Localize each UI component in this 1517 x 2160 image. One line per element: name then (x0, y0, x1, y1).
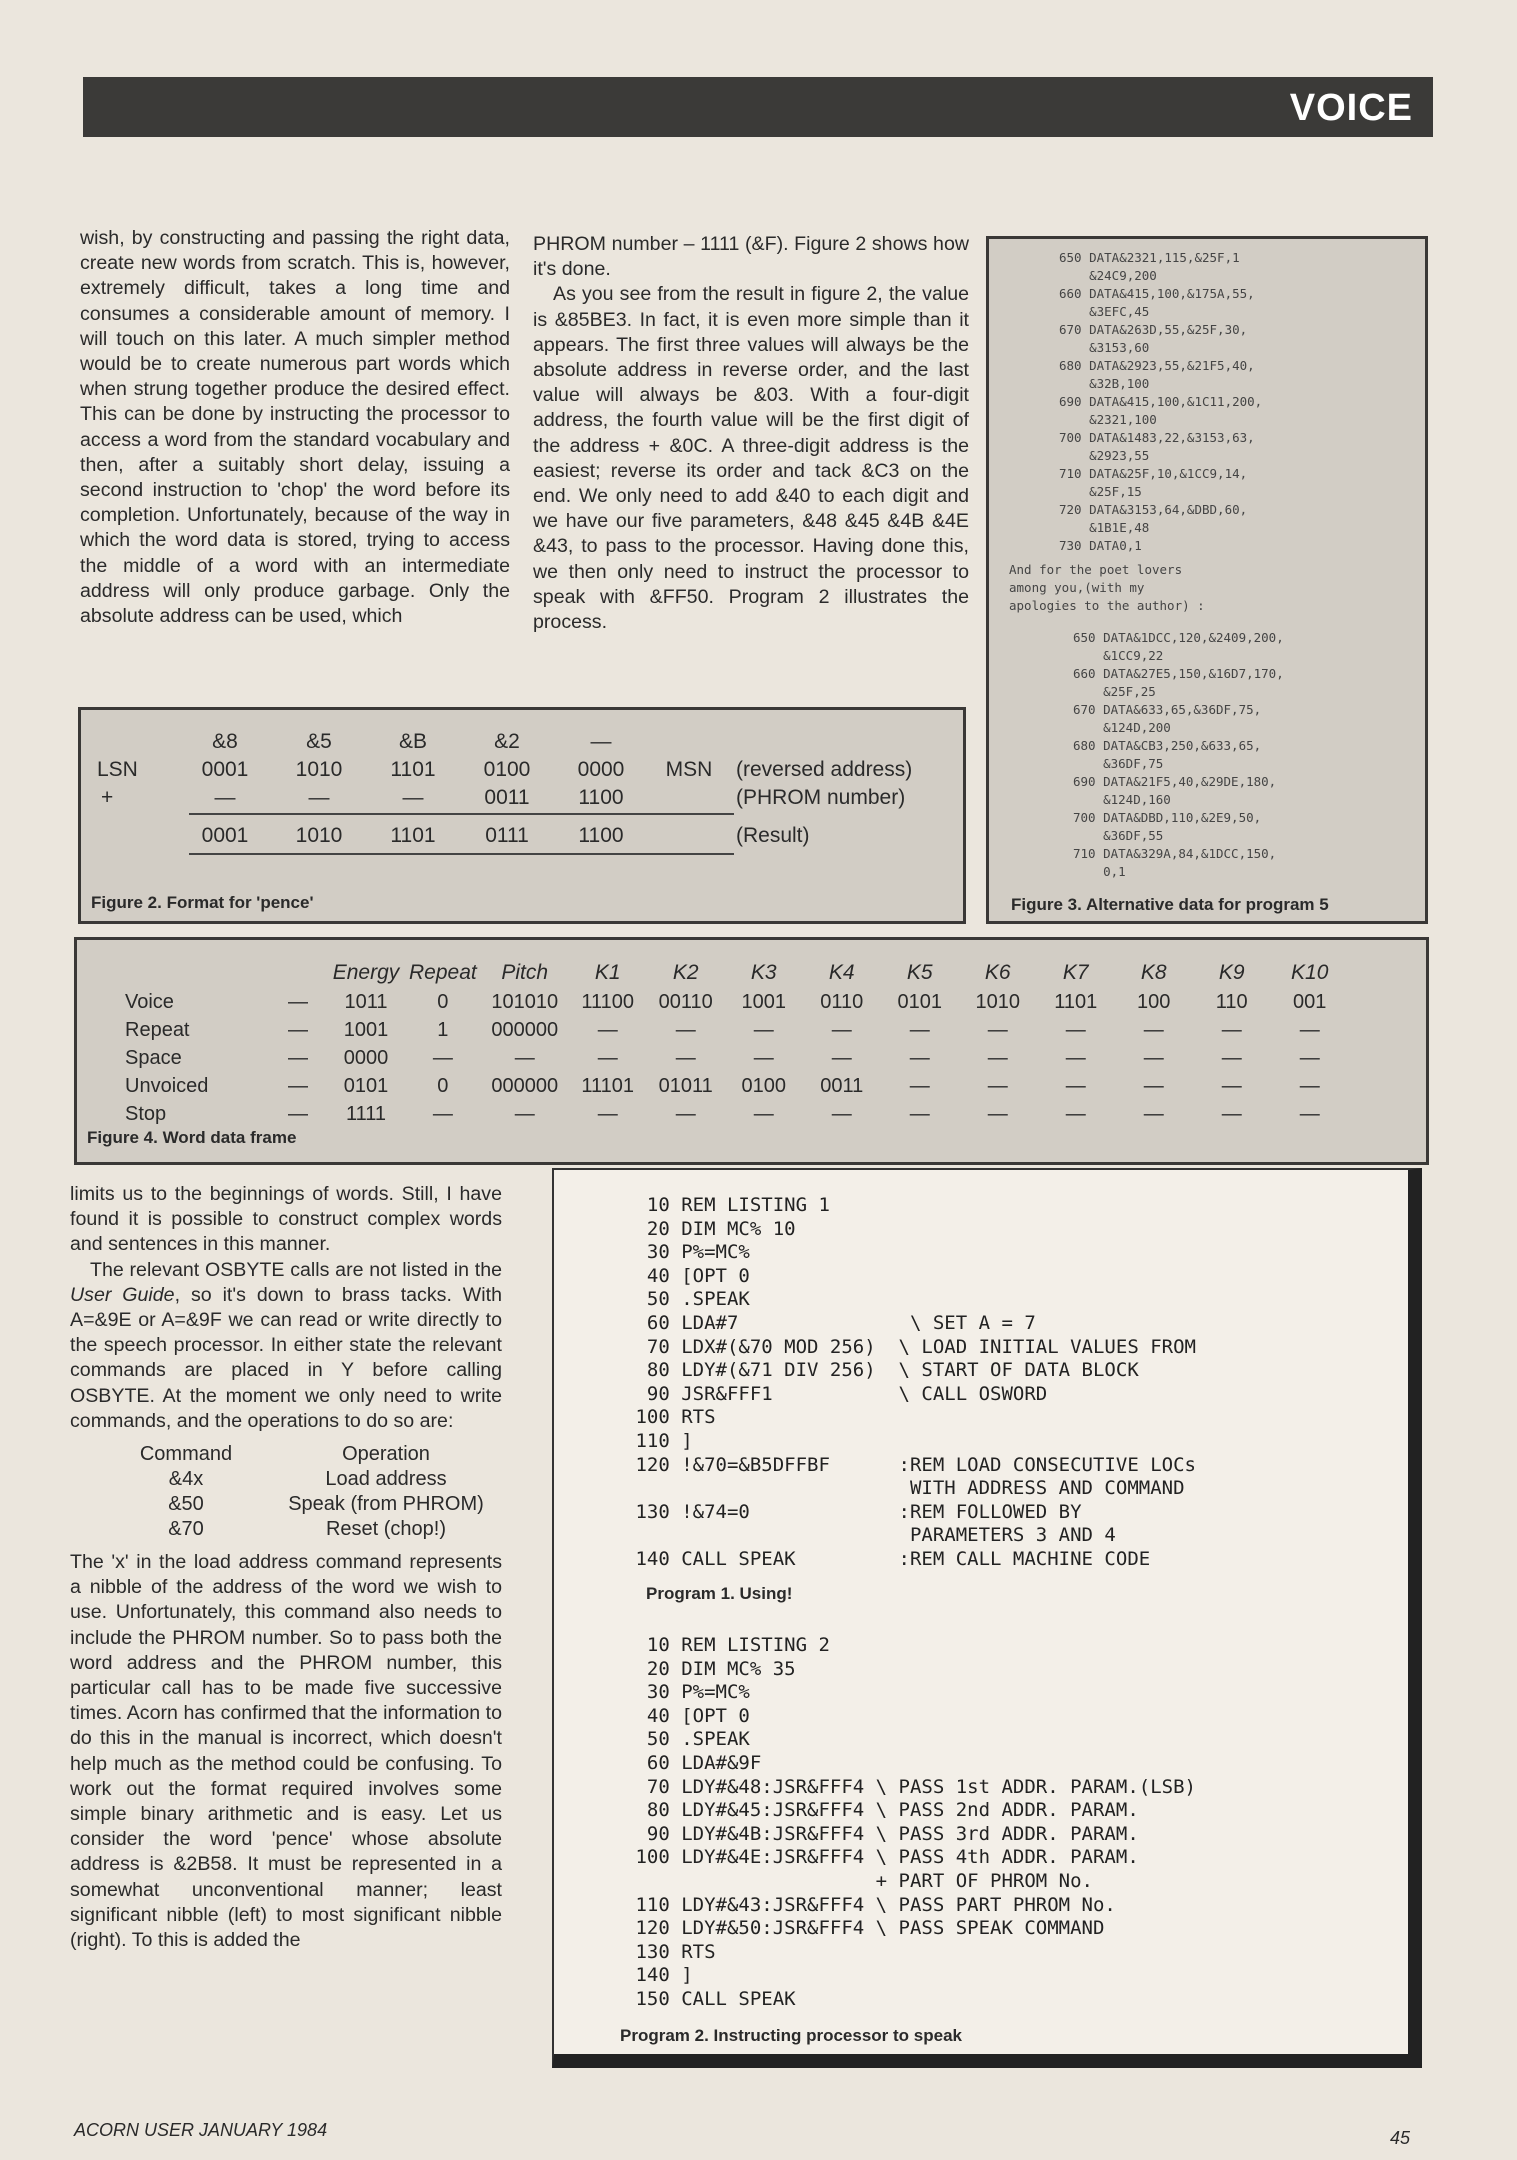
cell: — (1143, 1074, 1164, 1097)
code-line: 710 DATA&329A,84,&1DCC,150, (1073, 846, 1277, 861)
cell: 1001 (741, 990, 786, 1013)
bits: 1101 (390, 824, 436, 847)
table-row (121, 1072, 1349, 1100)
cell: 000000 (491, 1018, 559, 1041)
cell: — (514, 1046, 535, 1069)
column2-top-text (533, 232, 969, 635)
code-line: 690 DATA&415,100,&1C11,200, (1059, 394, 1263, 409)
section-title: VOICE (1289, 87, 1413, 129)
code-line: &1B1E,48 (1059, 520, 1150, 535)
cell: — (1299, 1074, 1320, 1097)
cell: 11100 (581, 990, 635, 1013)
cell: — (909, 1018, 930, 1041)
ops-header: Operation (342, 1443, 430, 1466)
code-line: &3EFC,45 (1059, 304, 1150, 319)
sum-rule (189, 813, 734, 815)
bits: — (214, 786, 236, 809)
code-line: 20 DIM MC% 35 (624, 1657, 796, 1680)
code-line: 680 DATA&2923,55,&21F5,40, (1059, 358, 1255, 373)
dash: — (288, 1074, 308, 1097)
code-line: 690 DATA&21F5,40,&29DE,180, (1073, 774, 1277, 789)
column1-top-text (80, 226, 510, 629)
col-header: K8 (1140, 961, 1167, 984)
hex-digit: &8 (212, 730, 238, 753)
code-line: &24C9,200 (1059, 268, 1157, 283)
result-rule (189, 853, 734, 855)
paragraph: The 'x' in the load address command represents a nibble of the address of the word we wish to use. Unfortunately, this command also needs to include the PHROM number. So to pass both the word address and the PHROM number, this particular call has to be made five successive times. Acorn has confirmed that the information to do this in the manual is incorrect, which doesn't help much as the method could be confusing. To work out the format required involves some simple binary arithmetic and is easy. Let us consider the word 'pence' whose absolute address is &2B58. It must be represented in a somewhat unconventional manner; least significant nibble (left) to most significant nibble (right). To this is added the (70, 1551, 502, 1952)
code-line: 130 !&74=0 :REM FOLLOWED BY (624, 1500, 1082, 1523)
bits: 1010 (295, 824, 343, 847)
code-line: &124D,160 (1073, 792, 1171, 807)
col-header: K7 (1062, 961, 1089, 984)
bits: 1101 (390, 758, 436, 781)
operations-table (106, 1442, 502, 1542)
note-line: And for the poet lovers (1009, 562, 1183, 577)
figure-4-caption: Figure 4. Word data frame (87, 1128, 297, 1147)
col-header: K4 (828, 961, 855, 984)
code-line: 80 LDY#&45:JSR&FFF4 \ PASS 2nd ADDR. PARAM. (624, 1799, 1139, 1822)
cell: 000000 (491, 1074, 559, 1097)
cell: — (1065, 1046, 1086, 1069)
cell: 0100 (741, 1074, 786, 1097)
code-line: + PART OF PHROM No. (624, 1869, 1093, 1892)
ops-cmd: &50 (168, 1493, 204, 1516)
code-line: 10 REM LISTING 1 (624, 1194, 830, 1216)
cell: — (1143, 1046, 1164, 1069)
cell: 0101 (343, 1074, 389, 1097)
row-label: Voice (125, 990, 174, 1013)
emphasis: User Guide (70, 1283, 175, 1306)
paragraph: limits us to the beginnings of words. Still, I have found it is possible to construct complex words and sentences in this manner. (70, 1183, 502, 1256)
code-line: PARAMETERS 3 AND 4 (624, 1524, 1116, 1547)
code-line: 140 ] (624, 1964, 693, 1987)
code-line: 670 DATA&633,65,&36DF,75, (1073, 702, 1262, 717)
cell: — (597, 1018, 618, 1041)
bits: — (308, 786, 330, 809)
code-line: 30 P%=MC% (624, 1681, 750, 1704)
bits: 0100 (483, 758, 531, 781)
cell: — (909, 1074, 930, 1097)
code-line: 50 .SPEAK (624, 1728, 750, 1751)
table-row (121, 1100, 1349, 1128)
table-row (121, 1016, 1349, 1044)
cell: — (1065, 1018, 1086, 1041)
code-line: 140 CALL SPEAK :REM CALL MACHINE CODE (624, 1547, 1151, 1570)
bits: 0011 (484, 786, 530, 809)
ops-header: Command (139, 1443, 233, 1466)
cell: 0011 (820, 1074, 864, 1097)
table-row (121, 988, 1349, 1016)
figure-3-block1 (1059, 249, 1262, 555)
cell: 0 (437, 990, 449, 1013)
msn-label: MSN (665, 758, 713, 781)
code-line: 20 DIM MC% 10 (624, 1217, 796, 1240)
cell: — (831, 1018, 852, 1041)
hex-digit: &2 (494, 730, 520, 753)
code-line: 120 LDY#&50:JSR&FFF4 \ PASS SPEAK COMMAND (624, 1917, 1105, 1940)
code-line: 650 DATA&1DCC,120,&2409,200, (1073, 630, 1284, 645)
cell: 0 (437, 1074, 449, 1097)
cell: — (675, 1018, 696, 1041)
code-line: &25F,25 (1073, 684, 1156, 699)
cell: — (1221, 1102, 1242, 1125)
cell: — (432, 1102, 453, 1125)
figure-2-table (91, 728, 918, 850)
cell: 110 (1215, 990, 1248, 1013)
bits: — (402, 786, 424, 809)
col-header: Pitch (501, 961, 549, 984)
paragraph (70, 1258, 502, 1434)
code-line: 670 DATA&263D,55,&25F,30, (1059, 322, 1248, 337)
code-line: 50 .SPEAK (624, 1288, 750, 1311)
cell: 0110 (820, 990, 864, 1013)
code-line: &32B,100 (1059, 376, 1150, 391)
code-line: 60 LDA#&9F (624, 1751, 762, 1774)
cell: 100 (1137, 990, 1171, 1013)
table-row (121, 1044, 1349, 1072)
cell: — (987, 1018, 1008, 1041)
code-line: 710 DATA&25F,10,&1CC9,14, (1059, 466, 1248, 481)
cell: — (1143, 1018, 1164, 1041)
code-line: &3153,60 (1059, 340, 1150, 355)
cell: — (1299, 1046, 1320, 1069)
code-line: 60 LDA#7 \ SET A = 7 (624, 1311, 1036, 1334)
code-line: 650 DATA&2321,115,&25F,1 (1059, 250, 1240, 265)
program-2-listing (624, 1634, 1196, 2012)
code-line: 90 LDY#&4B:JSR&FFF4 \ PASS 3rd ADDR. PARAM. (624, 1822, 1139, 1845)
bits: 0111 (485, 824, 529, 847)
cell: — (1221, 1018, 1242, 1041)
cell: — (987, 1102, 1008, 1125)
code-line: 100 LDY#&4E:JSR&FFF4 \ PASS 4th ADDR. PARAM. (624, 1846, 1139, 1869)
code-line: 70 LDY#&48:JSR&FFF4 \ PASS 1st ADDR. PARAM.(LSB) (624, 1775, 1196, 1798)
cell: — (675, 1102, 696, 1125)
code-line: 680 DATA&CB3,250,&633,65, (1073, 738, 1262, 753)
dash: — (288, 1102, 308, 1125)
code-line: 70 LDX#(&70 MOD 256) \ LOAD INITIAL VALUES FROM (624, 1335, 1196, 1358)
col-header: K1 (594, 961, 621, 984)
cell: — (1221, 1074, 1242, 1097)
row-label: Unvoiced (125, 1074, 209, 1097)
paragraph: wish, by constructing and passing the right data, create new words from scratch. This is, however, extremely difficult, takes a long time and consumes a considerable amount of memory. I will touch on this later. A much simpler method would be to create numerous part words which when strung together produce the desired effect. This can be done by instructing the processor to access a word from the standard vocabulary and then, after a suitably short delay, issuing a second instruction to 'chop' the word before its completion. Unfortunately, because of the way in which the word data is stored, trying to access the middle of a word with an intermediate address will only produce garbage. Only the absolute address can be used, which (80, 227, 510, 628)
figure-2 (78, 707, 966, 924)
figure-4 (74, 937, 1429, 1165)
ops-cmd: &4x (168, 1468, 204, 1491)
code-line: 660 DATA&415,100,&175A,55, (1059, 286, 1255, 301)
cell: — (1299, 1018, 1320, 1041)
cell: — (1065, 1074, 1086, 1097)
bits: 0001 (201, 758, 249, 781)
program-2-caption: Program 2. Instructing processor to speak (620, 2026, 962, 2045)
code-line: &2321,100 (1059, 412, 1157, 427)
text-run: , so it's down to brass tacks. With A=&9E or A=&9F we can read or write directly to the speech processor. In either state the relevant commands are placed in Y before calling OSBYTE. At the moment we only need to write commands, and the operations to do so are: (70, 1283, 502, 1432)
paragraph: PHROM number – 1111 (&F). Figure 2 shows how it's done. (533, 233, 969, 281)
cell: 001 (1293, 990, 1327, 1013)
cell: — (514, 1102, 535, 1125)
code-line: 720 DATA&3153,64,&DBD,60, (1059, 502, 1248, 517)
cell: 1011 (344, 990, 388, 1013)
cell: — (597, 1102, 618, 1125)
col-header: K10 (1291, 961, 1329, 984)
bits: 1100 (578, 824, 624, 847)
dash: — (288, 1018, 308, 1041)
program-1-caption: Program 1. Using! (646, 1584, 793, 1603)
code-line: 150 CALL SPEAK (624, 1987, 796, 2010)
note-line: among you,(with my (1009, 580, 1145, 595)
section-banner (83, 77, 1433, 137)
hex-digit: &5 (306, 730, 332, 753)
code-line: 120 !&70=&B5DFFBF :REM LOAD CONSECUTIVE LOCs (624, 1453, 1196, 1476)
row-label: Space (125, 1046, 182, 1069)
code-line: 700 DATA&1483,22,&3153,63, (1059, 430, 1255, 445)
dash: — (288, 990, 308, 1013)
col-header: Repeat (409, 961, 477, 984)
code-line: &124D,200 (1073, 720, 1171, 735)
col-header: Energy (332, 961, 400, 984)
cell: — (432, 1046, 453, 1069)
ops-op: Speak (from PHROM) (288, 1493, 484, 1516)
ops-op: Reset (chop!) (325, 1518, 447, 1541)
bits: 0000 (577, 758, 625, 781)
code-line: 130 RTS (624, 1940, 716, 1963)
footer-publication: ACORN USER JANUARY 1984 (74, 2120, 328, 2140)
cell: 1101 (1054, 990, 1098, 1013)
code-line: &2923,55 (1059, 448, 1150, 463)
cell: — (597, 1046, 618, 1069)
figure-3-note (1009, 561, 1205, 615)
code-line: &36DF,55 (1073, 828, 1164, 843)
code-line: 660 DATA&27E5,150,&16D7,170, (1073, 666, 1284, 681)
cell: 01011 (658, 1074, 713, 1097)
cell: 1001 (343, 1018, 389, 1041)
figure-2-caption: Figure 2. Format for 'pence' (91, 893, 314, 912)
ops-op: Load address (325, 1468, 447, 1491)
col-header: K6 (984, 961, 1011, 984)
cell: — (831, 1102, 852, 1125)
code-line: 10 REM LISTING 2 (624, 1634, 830, 1656)
col-header: K2 (672, 961, 699, 984)
code-line: 30 P%=MC% (624, 1241, 750, 1264)
cell: — (831, 1046, 852, 1069)
cell: — (1065, 1102, 1086, 1125)
code-line: 40 [OPT 0 (624, 1704, 750, 1727)
cell: 1010 (975, 990, 1020, 1013)
code-line: WITH ADDRESS AND COMMAND (624, 1477, 1185, 1500)
row-note: (Result) (736, 824, 810, 847)
col-header: K9 (1218, 961, 1245, 984)
cell: 00110 (658, 990, 713, 1013)
code-line: &25F,15 (1059, 484, 1142, 499)
cell: — (987, 1074, 1008, 1097)
cell: — (675, 1046, 696, 1069)
code-line: &36DF,75 (1073, 756, 1164, 771)
code-line: 110 ] (624, 1429, 693, 1452)
cell: — (1221, 1046, 1242, 1069)
code-line: 80 LDY#(&71 DIV 256) \ START OF DATA BLOCK (624, 1359, 1139, 1382)
cell: — (753, 1046, 774, 1069)
lsn-label: LSN (97, 758, 138, 781)
hex-digit: — (590, 730, 612, 753)
page-number: 45 (1390, 2128, 1411, 2148)
program-1-listing (624, 1194, 1196, 1572)
col-header: K5 (906, 961, 933, 984)
column1-bottom-text (70, 1182, 502, 1953)
row-label: Repeat (125, 1018, 190, 1041)
cell: 1 (437, 1018, 449, 1041)
cell: — (987, 1046, 1008, 1069)
cell: — (909, 1046, 930, 1069)
programs-box (552, 1168, 1422, 2068)
cell: — (1299, 1102, 1320, 1125)
figure-4-table (121, 958, 1349, 1128)
dash: — (288, 1046, 308, 1069)
col-header: K3 (750, 961, 777, 984)
cell: — (909, 1102, 930, 1125)
cell: 11101 (581, 1074, 635, 1097)
row-note: (PHROM number) (736, 786, 906, 809)
plus-sign: + (101, 786, 114, 809)
bits: 1010 (295, 758, 343, 781)
code-line: &1CC9,22 (1073, 648, 1164, 663)
cell: — (753, 1102, 774, 1125)
code-line: 730 DATA0,1 (1059, 538, 1142, 553)
cell: 101010 (491, 990, 559, 1013)
code-line: 0,1 (1073, 864, 1126, 879)
code-line: 700 DATA&DBD,110,&2E9,50, (1073, 810, 1262, 825)
cell: 1111 (345, 1102, 387, 1125)
code-line: 110 LDY#&43:JSR&FFF4 \ PASS PART PHROM No. (624, 1893, 1116, 1916)
cell: — (753, 1018, 774, 1041)
hex-digit: &B (398, 730, 427, 753)
cell: 0000 (343, 1046, 389, 1069)
bits: 0001 (201, 824, 249, 847)
text-run: The relevant OSBYTE calls are not listed in the (90, 1258, 502, 1281)
figure-3 (986, 236, 1428, 924)
row-note: (reversed address) (736, 758, 913, 781)
code-line: 90 JSR&FFF1 \ CALL OSWORD (624, 1382, 1048, 1405)
figure-3-caption: Figure 3. Alternative data for program 5 (1011, 895, 1329, 914)
code-line: 100 RTS (624, 1406, 716, 1429)
ops-cmd: &70 (168, 1518, 204, 1541)
code-line: 40 [OPT 0 (624, 1264, 750, 1287)
figure-3-block2 (1073, 629, 1284, 881)
bits: 1100 (578, 786, 624, 809)
cell: — (1143, 1102, 1164, 1125)
note-line: apologies to the author) : (1009, 598, 1205, 613)
paragraph: As you see from the result in figure 2, the value is &85BE3. In fact, it is even more simple than it appears. The first three values will always be the absolute address in reverse order, and the last value will always be &03. With a four-digit address, the fourth value will be the first digit of the address + &0C. A three-digit address is the easiest; reverse its order and tack &C3 on the end. We only need to add &40 to each digit and we have our five parameters, &48 &45 &4B &4E &43, to pass to the processor. Having done this, we then only need to instruct the processor to speak with &FF50. Program 2 illustrates the process. (533, 283, 969, 634)
row-label: Stop (125, 1102, 167, 1125)
cell: 0101 (897, 990, 942, 1013)
